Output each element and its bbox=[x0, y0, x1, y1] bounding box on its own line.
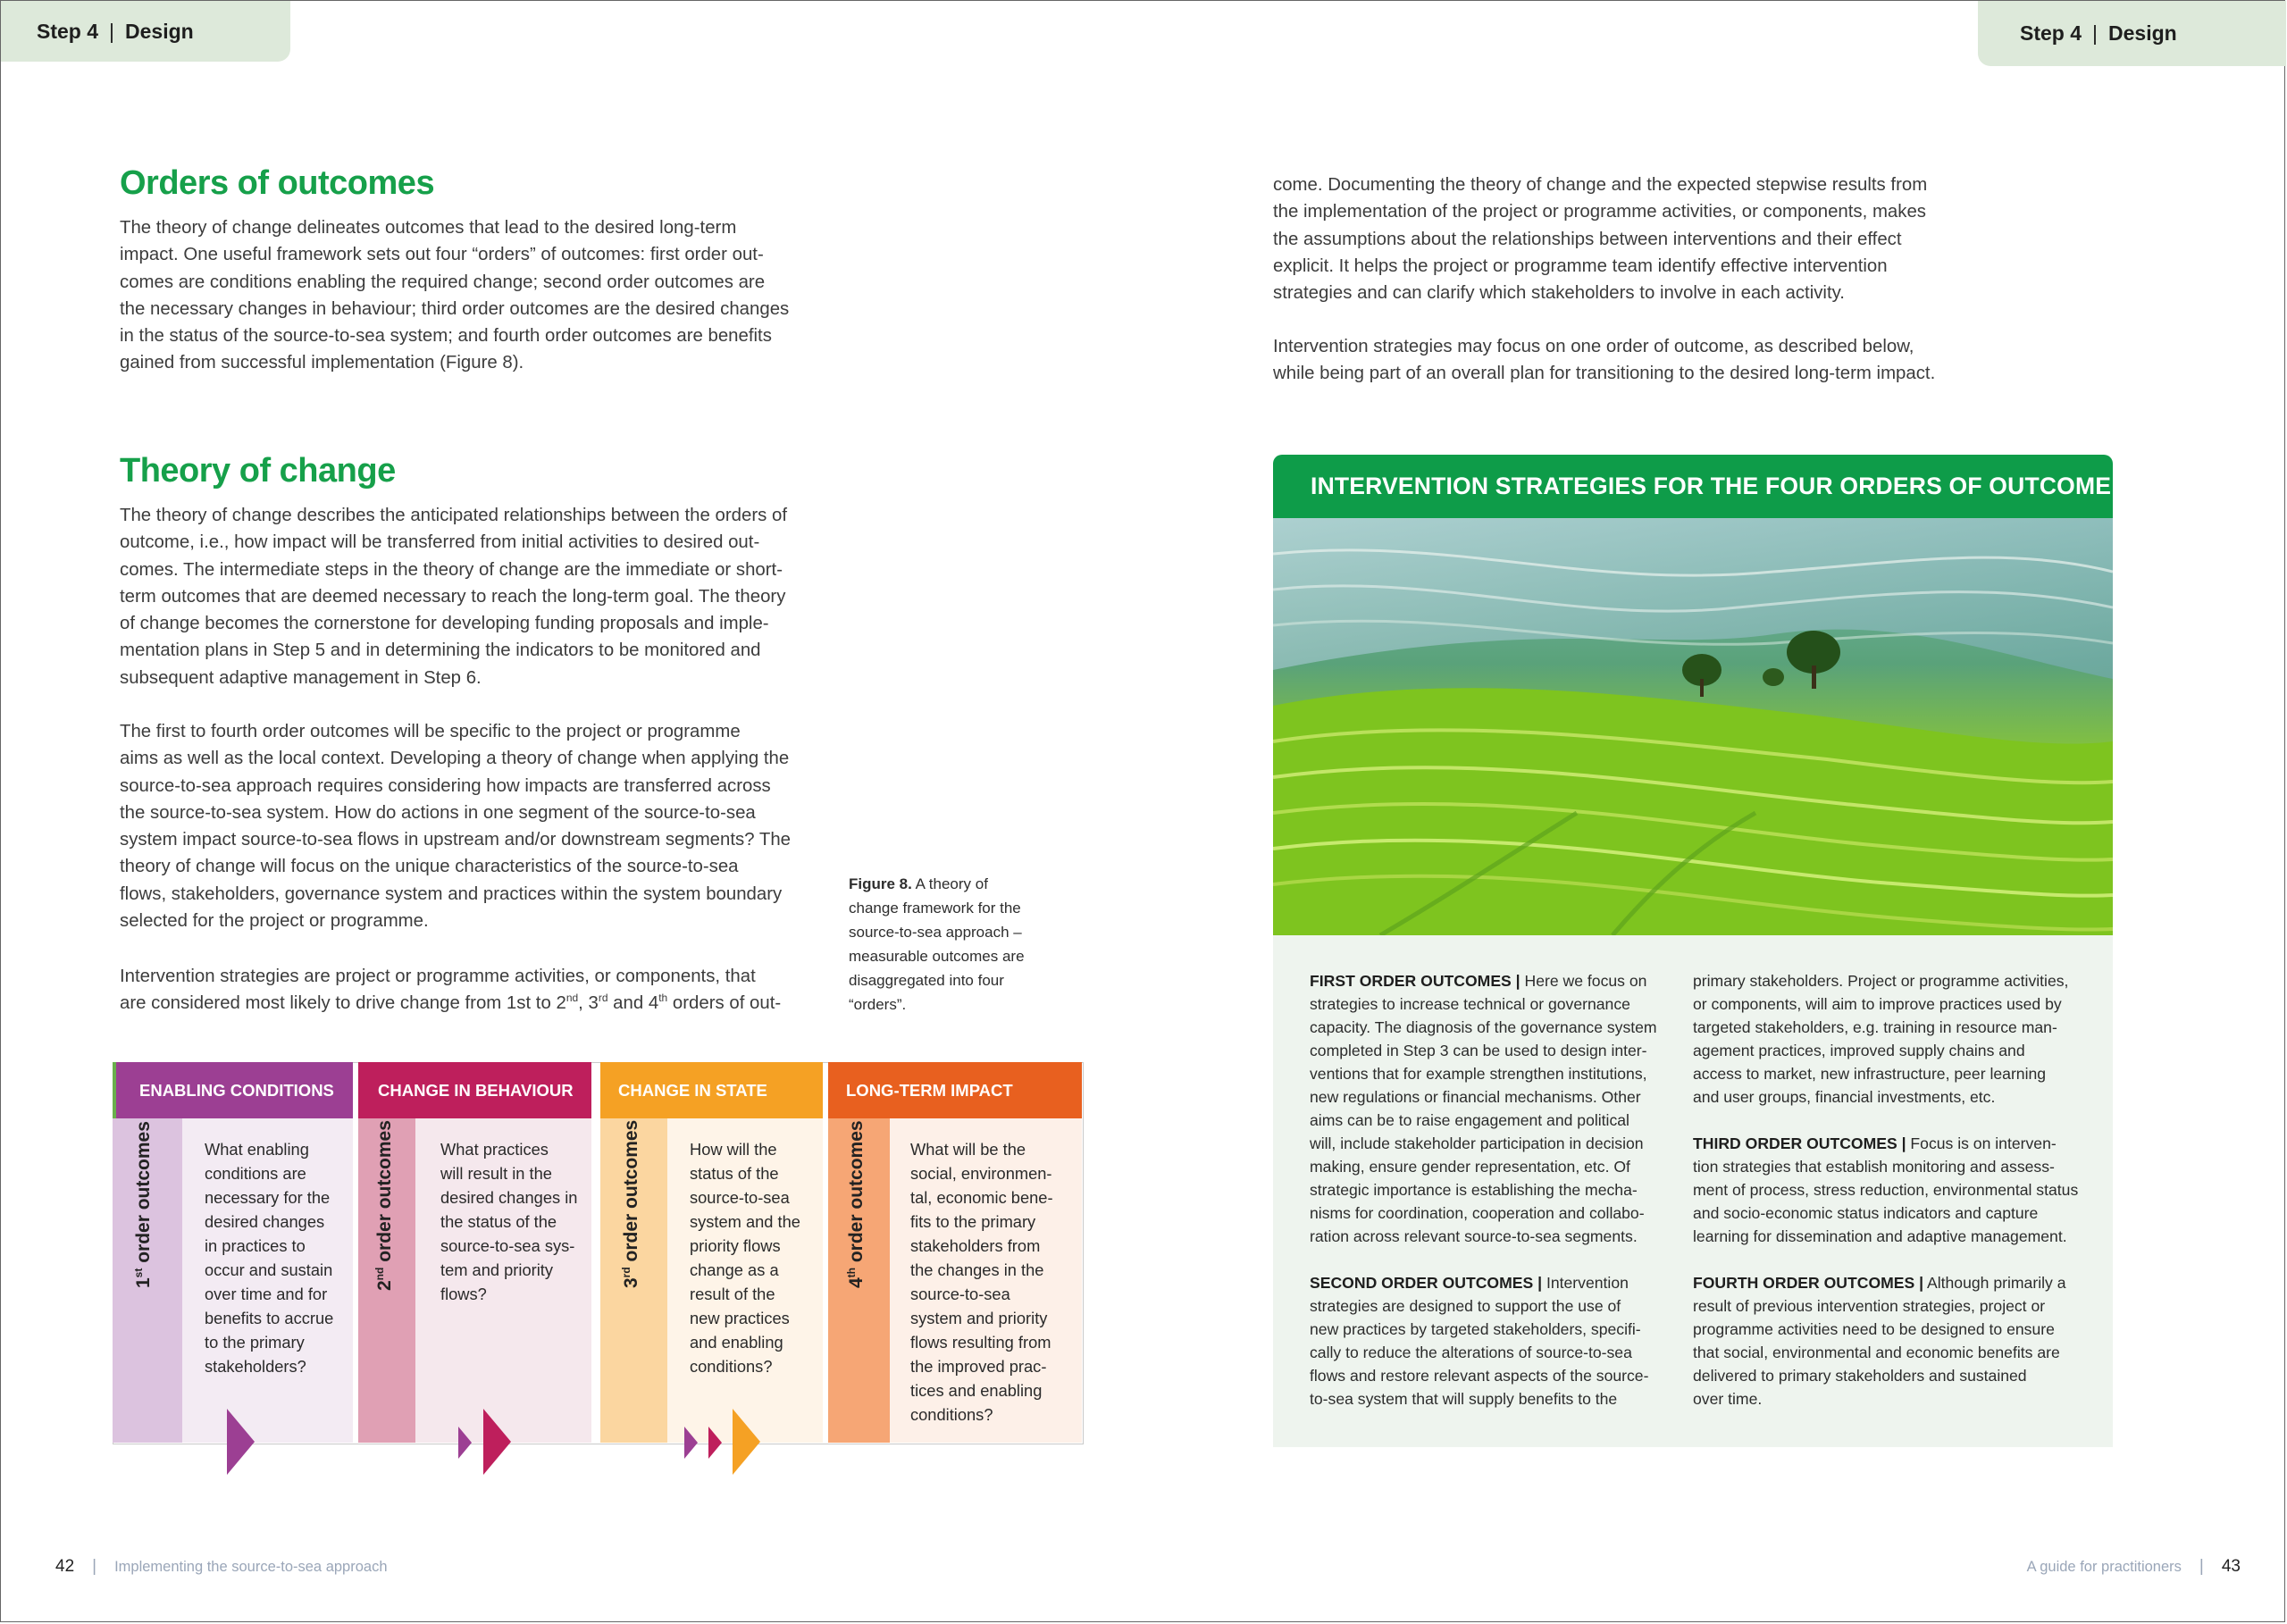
progress-arrow-icon bbox=[227, 1409, 255, 1475]
toc-paragraph-3 bbox=[120, 963, 781, 1017]
orders-paragraph bbox=[120, 214, 789, 377]
step-label: Step 4 bbox=[2020, 21, 2082, 45]
intervention-left-column bbox=[1310, 969, 1657, 1434]
text-line: gained from successful implementation (Figure 8). bbox=[120, 353, 524, 373]
theory-of-change-heading: Theory of change bbox=[120, 452, 396, 490]
footer-left bbox=[55, 1557, 388, 1577]
text-line: impact. One useful framework sets out four “orders” of outcomes: first order out- bbox=[120, 245, 764, 265]
column-change-in-state bbox=[600, 1062, 823, 1443]
order-label: 2nd order outcomes bbox=[373, 1120, 395, 1291]
column-heading: ENABLING CONDITIONS bbox=[113, 1062, 353, 1118]
step-section: Design bbox=[2108, 21, 2177, 45]
first-order-outcomes: FIRST ORDER OUTCOMES | Here we focus on strategies to increase technical or governance capacity. The diagnosis of the governance system completed in Step 3 can be used to design inter- ventions that for example strengthen institutions, new regulations or financial mechanisms. Other aims can be to raise engagement and political will, include stakeholder participation in decision making, ensure gender representation, etc. Of strategic importance is establishing the mecha- nisms for coordination, cooperation and collabo- ration across relevant source-to-sea segments. bbox=[1310, 972, 1657, 1245]
step-separator: | bbox=[2092, 21, 2099, 45]
column-change-in-behaviour bbox=[358, 1062, 591, 1443]
step-section: Design bbox=[125, 19, 194, 43]
text-line: the assumptions about the relationships between interventions and their effect bbox=[1273, 229, 1902, 249]
text-line: subsequent adaptive management in Step 6. bbox=[120, 667, 482, 688]
column-heading: LONG-TERM IMPACT bbox=[828, 1062, 1082, 1118]
text-line: source-to-sea approach requires considering how impacts are transferred across bbox=[120, 775, 771, 796]
footer-separator: | bbox=[2199, 1557, 2204, 1576]
text-line: while being part of an overall plan for transitioning to the desired long-term impact. bbox=[1273, 364, 1936, 384]
orders-heading: Orders of outcomes bbox=[120, 164, 435, 202]
text-line: strategies and can clarify which stakeholders to involve in each activity. bbox=[1273, 283, 1845, 304]
text-line: come. Documenting the theory of change and the expected stepwise results from bbox=[1273, 175, 1928, 195]
text-line: theory of change will focus on the unique characteristics of the source-to-sea bbox=[120, 857, 739, 877]
text-line: in the status of the source-to-sea system; and fourth order outcomes are benefits bbox=[120, 326, 772, 347]
text-line: term outcomes that are deemed necessary to reach the long-term goal. The theory bbox=[120, 586, 786, 607]
column-enabling-conditions bbox=[113, 1062, 353, 1443]
text-line: “orders”. bbox=[849, 996, 907, 1013]
step-tab-right bbox=[1978, 1, 2286, 66]
second-order-outcomes: SECOND ORDER OUTCOMES | Intervention strategies are designed to support the use of new practices by targeted stakeholders, specifi- cally to reduce the alterations of source-to-sea flows and restore relevant aspects of the source- to-sea system that will supply benefits to the bbox=[1310, 1274, 1649, 1408]
order-side-band bbox=[113, 1118, 182, 1443]
text-line: flows, stakeholders, governance system and practices within the system boundary bbox=[120, 883, 783, 904]
text-line: The first to fourth order outcomes will be specific to the project or programme bbox=[120, 722, 741, 741]
order-side-band bbox=[358, 1118, 415, 1443]
right-paragraph-1 bbox=[1273, 172, 1927, 306]
text-line: The theory of change describes the anticipated relationships between the orders of bbox=[120, 506, 787, 525]
footer-title: A guide for practitioners bbox=[2026, 1558, 2182, 1575]
order-side-band bbox=[828, 1118, 890, 1443]
footer-title: Implementing the source-to-sea approach bbox=[114, 1558, 388, 1575]
text-line: comes. The intermediate steps in the theory of change are the immediate or short- bbox=[120, 559, 783, 580]
footer-separator: | bbox=[92, 1557, 97, 1576]
text-line: are considered most likely to drive change from 1st to 2nd, 3rd and 4th orders of out- bbox=[120, 992, 782, 1014]
column-question: What enabling conditions are necessary for the desired changes in practices to occur and sustain over time and for benefits to accrue to the primary stakeholders? bbox=[205, 1140, 334, 1376]
figure-caption bbox=[849, 872, 1050, 1017]
fourth-order-outcomes: FOURTH ORDER OUTCOMES | Although primarily a result of previous intervention strategies, project or programme activities need to be designed to ensure that social, environmental and economic benefits are delivered to primary stakeholders and sustained over time. bbox=[1693, 1274, 2066, 1408]
text-line: comes are conditions enabling the required change; second order outcomes are bbox=[120, 272, 766, 292]
page-number: 42 bbox=[55, 1557, 75, 1576]
order-label: 1st order outcomes bbox=[132, 1121, 154, 1288]
toc-paragraph-2 bbox=[120, 718, 791, 934]
text-line: measurable outcomes are bbox=[849, 948, 1025, 965]
text-line: change framework for the bbox=[849, 900, 1021, 917]
step-tab-left bbox=[1, 1, 290, 62]
rice-terraces-photo bbox=[1273, 518, 2113, 935]
intervention-box-title: INTERVENTION STRATEGIES FOR THE FOUR ORDERS OF OUTCOME bbox=[1273, 455, 2113, 518]
text-line: outcome, i.e., how impact will be transferred from initial activities to desired out- bbox=[120, 532, 760, 553]
text-line: disaggregated into four bbox=[849, 972, 1004, 989]
text-line: of change becomes the cornerstone for developing funding proposals and imple- bbox=[120, 614, 769, 634]
column-question: What will be the social, environmen- tal, economic bene- fits to the primary stakeholders from the changes in the source-to-sea system and priority flows resulting from the improved prac- tices and enabling conditions? bbox=[910, 1140, 1053, 1424]
text-line: Figure 8. A theory of bbox=[849, 875, 988, 892]
step-label: Step 4 bbox=[37, 19, 99, 43]
order-side-band bbox=[600, 1118, 667, 1443]
progress-arrow-icon bbox=[708, 1427, 722, 1459]
order-label: 4th order outcomes bbox=[845, 1120, 867, 1288]
text-line: system impact source-to-sea flows in upstream and/or downstream segments? The bbox=[120, 830, 791, 850]
text-line: the necessary changes in behaviour; third order outcomes are the desired changes bbox=[120, 298, 790, 319]
text-line: the implementation of the project or programme activities, or components, makes bbox=[1273, 202, 1926, 222]
text-line: The theory of change delineates outcomes that lead to the desired long-term bbox=[120, 218, 737, 238]
second-order-outcomes-continued: primary stakeholders. Project or programme activities, or components, will aim to improve practices used by targeted stakeholders, e.g. training in resource man- agement practices, improved supply chains and access to market, new infrastructure, peer learning and user groups, financial investments, etc. bbox=[1693, 972, 2069, 1106]
progress-arrow-icon bbox=[458, 1427, 472, 1459]
progress-arrow-icon bbox=[684, 1427, 698, 1459]
text-line: Intervention strategies may focus on one order of outcome, as described below, bbox=[1273, 337, 1914, 356]
progress-arrow-icon bbox=[483, 1409, 511, 1475]
text-line: aims as well as the local context. Developing a theory of change when applying the bbox=[120, 749, 790, 769]
text-line: explicit. It helps the project or programme team identify effective intervention bbox=[1273, 255, 1888, 276]
column-question: How will the status of the source-to-sea system and the priority flows change as a result of the new practices and enabling conditions? bbox=[690, 1140, 800, 1376]
text-line: mentation plans in Step 5 and in determining the indicators to be monitored and bbox=[120, 640, 761, 661]
toc-paragraph-1 bbox=[120, 502, 787, 691]
step-separator: | bbox=[109, 19, 115, 43]
intervention-right-column bbox=[1693, 969, 2078, 1434]
theory-of-change-figure bbox=[113, 1062, 1084, 1446]
column-long-term-impact bbox=[828, 1062, 1082, 1443]
column-heading: CHANGE IN BEHAVIOUR bbox=[358, 1062, 591, 1118]
column-question: What practices will result in the desired changes in the status of the source-to-sea sys- tem and priority flows? bbox=[440, 1140, 578, 1303]
footer-right bbox=[2027, 1557, 2241, 1577]
order-label: 3rd order outcomes bbox=[620, 1119, 641, 1288]
progress-arrow-icon bbox=[733, 1409, 760, 1475]
text-line: Intervention strategies are project or programme activities, or components, that bbox=[120, 967, 756, 986]
text-line: source-to-sea approach – bbox=[849, 924, 1022, 941]
third-order-outcomes: THIRD ORDER OUTCOMES | Focus is on interven- tion strategies that establish monitoring and assess- ment of process, stress reduction, environmental status and socio-economic status indicators and capture learning for dissemination and adaptive management. bbox=[1693, 1134, 2079, 1245]
right-paragraph-2 bbox=[1273, 333, 1935, 388]
page-number: 43 bbox=[2221, 1557, 2241, 1576]
column-heading: CHANGE IN STATE bbox=[600, 1062, 823, 1118]
text-line: the source-to-sea system. How do actions in one segment of the source-to-sea bbox=[120, 802, 756, 823]
text-line: selected for the project or programme. bbox=[120, 911, 429, 932]
